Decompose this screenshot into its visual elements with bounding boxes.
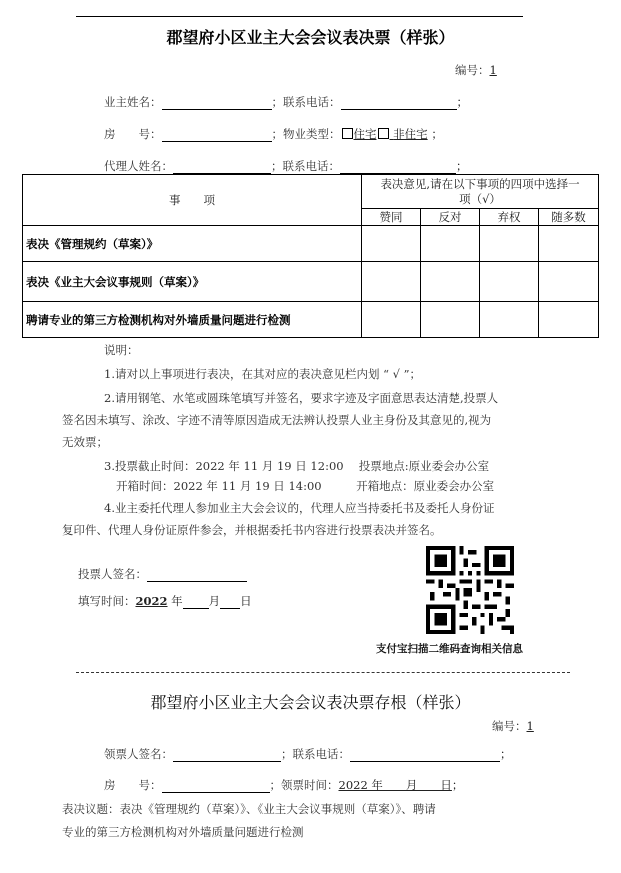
note-1: 1.请对以上事项进行表决，在其对应的表决意见栏内划 “ √ ”；: [104, 367, 422, 381]
room-field[interactable]: [162, 129, 272, 142]
stub-room-label: 房 号：: [104, 778, 162, 792]
note-4b: 复印件、代理人身份证原件参会，并根据委托书内容进行投票表决并签名。: [62, 523, 442, 537]
stub-number: [492, 718, 534, 734]
signer-field[interactable]: [147, 569, 247, 582]
receiver-field[interactable]: [173, 749, 281, 762]
option-approve: 赞同: [362, 209, 421, 226]
fill-year: 2022: [135, 594, 168, 608]
phone-label: ；联系电话：: [271, 159, 340, 173]
property-type-options: [341, 127, 428, 141]
owner-name-label: 业主姓名：: [104, 95, 162, 109]
room-row: [104, 126, 443, 142]
receive-time-value: 2022 年 月 日: [338, 778, 452, 792]
opinion-header: 表决意见,请在以下事项的四项中选择一项（√）: [362, 175, 599, 209]
top-rule: [76, 16, 523, 17]
agent-phone-field[interactable]: [340, 161, 456, 174]
phone-field[interactable]: [341, 97, 457, 110]
vote-cell[interactable]: [539, 302, 599, 338]
item-label: 表决《管理规约（草案）》: [23, 226, 362, 262]
receive-time-label: ；领票时间：: [269, 778, 339, 792]
table-row: [23, 302, 599, 338]
ballot-number-value: 1: [489, 63, 497, 77]
stub-room-field[interactable]: [162, 780, 270, 793]
stub-receiver-row: [104, 746, 512, 762]
note-3a: 3.投票截止时间：2022 年 11 月 19 日 12:00 投票地点:原业委会办公室: [104, 459, 490, 473]
ballot-number-label: 编号：: [455, 63, 490, 77]
vote-cell[interactable]: [421, 226, 480, 262]
residential-option-label: 住宅: [353, 127, 377, 141]
semicolon: ；: [431, 127, 443, 141]
fill-time-label: 填写时间：: [78, 594, 136, 608]
stub-matters-b: 专业的第三方检测机构对外墙质量问题进行检测: [62, 825, 304, 839]
stub-matters-a: 表决议题：表决《管理规约（草案）》、《业主大会议事规则（草案）》、聘请: [62, 802, 436, 816]
option-abstain: 弃权: [480, 209, 539, 226]
year-char: 年: [171, 594, 183, 608]
semicolon: ；: [451, 778, 464, 792]
month-char: 月: [208, 594, 221, 608]
note-3b: 开箱时间：2022 年 11 月 19 日 14:00 开箱地点：原业委会办公室: [116, 479, 495, 493]
vote-cell[interactable]: [362, 262, 421, 302]
note-2c: 无效票；: [62, 435, 108, 449]
phone-label: ；联系电话：: [271, 95, 341, 109]
semicolon: ；: [456, 159, 468, 173]
agent-name-field[interactable]: [173, 161, 271, 174]
option-oppose: 反对: [421, 209, 480, 226]
table-row: [23, 226, 599, 262]
vote-cell[interactable]: [421, 262, 480, 302]
receiver-label: 领票人签名：: [104, 747, 173, 761]
stub-phone-field[interactable]: [350, 749, 500, 762]
matter-header: 事 项: [23, 175, 362, 226]
item-label: 表决《业主大会议事规则（草案）》: [23, 262, 362, 302]
signer-row: [78, 566, 247, 582]
fill-month-field[interactable]: [183, 596, 209, 609]
vote-cell[interactable]: [480, 302, 539, 338]
stub-phone-label: ；联系电话：: [281, 747, 350, 761]
agent-row: [104, 158, 468, 174]
note-2a: 2.请用钢笔、水笔或圆珠笔填写并签名，要求字迹及字面意思表达清楚,投票人: [104, 391, 499, 405]
semicolon: ；: [456, 95, 468, 109]
vote-cell[interactable]: [480, 226, 539, 262]
vote-cell[interactable]: [480, 262, 539, 302]
stub-room-row: [104, 777, 463, 793]
vote-table: [22, 174, 599, 338]
cut-line: [76, 672, 570, 673]
vote-cell[interactable]: [421, 302, 480, 338]
qr-code[interactable]: [426, 546, 514, 634]
vote-cell[interactable]: [362, 302, 421, 338]
notes-heading: 说明：: [104, 343, 139, 357]
room-label: 房 号：: [104, 127, 162, 141]
property-type-label: ；物业类型：: [271, 127, 341, 141]
vote-cell[interactable]: [362, 226, 421, 262]
non-residential-checkbox[interactable]: [378, 128, 389, 139]
owner-row: [104, 94, 468, 110]
semicolon: ；: [500, 747, 512, 761]
table-row: [23, 262, 599, 302]
note-4a: 4.业主委托代理人参加业主大会会议的，代理人应当持委托书及委托人身份证: [104, 501, 495, 515]
signer-label: 投票人签名：: [78, 567, 147, 581]
qr-caption: 支付宝扫描二维码查询相关信息: [376, 643, 523, 655]
vote-cell[interactable]: [539, 262, 599, 302]
agent-name-label: 代理人姓名：: [104, 159, 173, 173]
stub-title: 郡望府小区业主大会会议表决票存根（样张）: [150, 693, 471, 712]
note-2b: 签名因未填写、涂改、字迹不清等原因造成无法辨认投票人业主身份及其意见的,视为: [62, 413, 492, 427]
vote-cell[interactable]: [539, 226, 599, 262]
ballot-title: 郡望府小区业主大会会议表决票（样张）: [166, 28, 455, 47]
owner-name-field[interactable]: [162, 97, 272, 110]
day-char: 日: [240, 594, 252, 608]
option-follow-majority: 随多数: [539, 209, 599, 226]
fill-day-field[interactable]: [220, 596, 240, 609]
ballot-number: [455, 62, 497, 78]
residential-checkbox[interactable]: [342, 128, 353, 139]
stub-number-value: 1: [526, 719, 534, 733]
fill-time-row: [78, 593, 252, 609]
non-residential-option-label: 非住宅: [393, 127, 428, 141]
stub-number-label: 编号：: [492, 719, 527, 733]
item-label: 聘请专业的第三方检测机构对外墙质量问题进行检测: [23, 302, 362, 338]
